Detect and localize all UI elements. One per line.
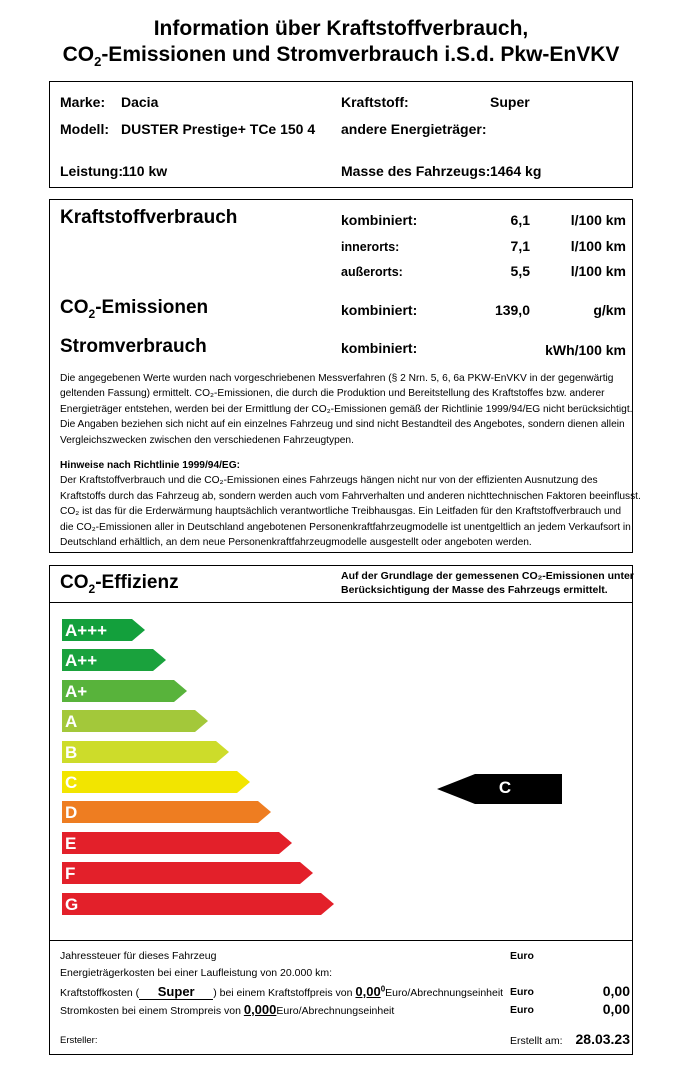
efficiency-class-label: B xyxy=(65,743,78,762)
efficiency-class-a xyxy=(62,710,208,732)
kraftstoffkosten-line xyxy=(60,984,503,1000)
info-line: geltenden Fassung) ermittelt. CO₂-Emissionen, die durch die Produktion und Bereitstellung des Kraftstoffes bzw. anderer xyxy=(60,388,605,400)
erstellt-value: 28.03.23 xyxy=(575,1031,630,1047)
kk-price: 0,00 xyxy=(355,984,381,999)
kraftstoff-cost-value: 0,00 xyxy=(602,983,630,999)
efficiency-bar-fill xyxy=(62,862,300,884)
info-line: Energieträger entstehen, werden bei der Ermittlung der CO₂-Emissionen gemäß der Richtlinie 1999/94/EG nicht berücksichtigt. xyxy=(60,403,633,415)
kraftstoff-value: Super xyxy=(490,94,530,110)
strom-unit: kWh/100 km xyxy=(545,342,626,358)
efficiency-class-appp xyxy=(62,619,145,641)
kk-sup: 0 xyxy=(380,984,386,994)
info-paragraph-1 xyxy=(60,371,632,448)
co2-title-pre: CO xyxy=(60,297,89,318)
eff-title-post: -Effizienz xyxy=(95,572,179,593)
co2-title-post: -Emissionen xyxy=(95,297,209,318)
masse-label: Masse des Fahrzeugs: xyxy=(341,163,491,179)
efficiency-bar-tip xyxy=(279,832,292,854)
efficiency-note-line: Berücksichtigung der Masse des Fahrzeugs ermittelt. xyxy=(341,584,608,596)
info-line: Die Angaben beziehen sich nicht auf ein einzelnes Fahrzeug und sind nicht Bestandteil des Angebotes, sondern dienen allein xyxy=(60,419,625,431)
eff-title-sub: 2 xyxy=(88,581,96,596)
co2-title-sub: 2 xyxy=(88,306,96,321)
info-line: Deutschland erhältlich, an dem neue Personenkraftfahrzeugmodelle ausgestellt oder angeboten werden. xyxy=(60,537,532,549)
efficiency-bar-fill xyxy=(62,832,279,854)
efficiency-bar-tip xyxy=(132,619,145,641)
efficiency-bar-tip xyxy=(195,710,208,732)
efficiency-class-b xyxy=(62,741,229,763)
ausserorts-value: 5,5 xyxy=(510,263,530,279)
efficiency-class-label: D xyxy=(65,803,78,822)
marke-value: Dacia xyxy=(121,94,159,110)
kraftstoffverbrauch-title: Kraftstoffverbrauch xyxy=(60,207,238,228)
info-line: CO₂ ist das für die Erderwärmung hauptsächlich verantwortliche Treibhausgas. Ein Leitfaden für den Kraftstoffverbrauch und xyxy=(60,506,621,518)
marke-label: Marke: xyxy=(60,94,106,110)
info-line: Die angegebenen Werte wurden nach vorgeschriebenen Messverfahren (§ 2 Nrn. 5, 6, 6a PKW-EnVKV in der gegenwärtig xyxy=(60,373,614,384)
efficiency-title xyxy=(60,572,179,596)
innerorts-unit: l/100 km xyxy=(570,238,626,254)
efficiency-class-label: A xyxy=(65,712,78,731)
efficiency-bar-fill xyxy=(62,801,258,823)
efficiency-class-label: E xyxy=(65,834,77,853)
kk-pre: Kraftstoffkosten ( xyxy=(60,987,140,999)
efficiency-class-label: A+ xyxy=(65,682,88,701)
page-title-line-2 xyxy=(0,42,682,75)
sk-price: 0,000 xyxy=(243,1002,277,1017)
ausserorts-unit: l/100 km xyxy=(570,263,626,279)
efficiency-divider xyxy=(49,602,633,603)
strom-cost-value: 0,00 xyxy=(602,1001,630,1017)
efficiency-note xyxy=(341,569,634,597)
title-rest: -Emissionen und Stromverbrauch i.S.d. Pkw-EnVKV xyxy=(101,43,620,66)
strom-euro: Euro xyxy=(510,1004,534,1016)
costs-divider xyxy=(49,940,633,941)
stromverbrauch-title: Stromverbrauch xyxy=(60,336,207,357)
efficiency-bar-tip xyxy=(237,771,250,793)
kk-mid: ) bei einem Kraftstoffpreis von xyxy=(213,987,353,999)
innerorts-value: 7,1 xyxy=(510,238,530,254)
erstellt-label: Erstellt am: xyxy=(510,1035,563,1047)
rating-arrow-tip xyxy=(437,774,475,804)
modell-value: DUSTER Prestige+ TCe 150 4 xyxy=(121,121,316,137)
info-line: die CO₂-Emissionen aller in Deutschland angebotenen Personenkraftfahrzeugmodelle ist unentgeltlich an jedem Verkaufsort in xyxy=(60,521,631,533)
efficiency-bar-tip xyxy=(321,893,334,915)
andere-label: andere Energieträger: xyxy=(341,121,487,137)
efficiency-bar-fill xyxy=(62,741,216,763)
kk-type: Super xyxy=(139,984,213,1000)
efficiency-bar-tip xyxy=(174,680,187,702)
sk-pre: Stromkosten bei einem Strompreis von xyxy=(60,1005,241,1017)
efficiency-class-label: C xyxy=(65,773,78,792)
efficiency-class-c xyxy=(62,771,250,793)
efficiency-class-f xyxy=(62,862,313,884)
efficiency-class-label: F xyxy=(65,864,76,883)
leistung-value: 110 kw xyxy=(122,163,168,179)
efficiency-bar-tip xyxy=(258,801,271,823)
kombiniert-label: kombiniert: xyxy=(341,212,418,228)
rating-arrow xyxy=(437,774,562,804)
efficiency-bar-tip xyxy=(153,649,166,671)
steuer-euro: Euro xyxy=(510,950,534,962)
efficiency-bar-tip xyxy=(216,741,229,763)
info-line: Vergleichszwecken zwischen den verschiedenen Fahrzeugtypen. xyxy=(60,434,354,446)
ersteller-label: Ersteller: xyxy=(60,1035,98,1046)
kombiniert-unit: l/100 km xyxy=(570,212,626,228)
title-co: CO xyxy=(62,43,95,66)
co2-unit: g/km xyxy=(593,302,626,318)
kraftstoff-label: Kraftstoff: xyxy=(341,94,409,110)
info-line: Kraftstoffs durch das Fahrzeug ab, sondern werden auch vom Fahrverhalten und anderen nichttechnischen Faktoren beeinflusst. xyxy=(60,490,641,502)
efficiency-bar-tip xyxy=(300,862,313,884)
steuer-label: Jahressteuer für dieses Fahrzeug xyxy=(60,950,217,962)
kombiniert-value: 6,1 xyxy=(510,212,530,228)
efficiency-note-line: Auf der Grundlage der gemessenen CO₂-Emissionen unter xyxy=(341,570,634,582)
co2-kombiniert-label: kombiniert: xyxy=(341,302,418,318)
energie-label: Energieträgerkosten bei einer Laufleistung von 20.000 km: xyxy=(60,967,333,979)
info-hint-title: Hinweise nach Richtlinie 1999/94/EG: xyxy=(60,460,241,471)
efficiency-class-g xyxy=(62,893,334,915)
kk-post: Euro/Abrechnungseinheit xyxy=(385,987,504,999)
efficiency-bar-fill xyxy=(62,771,237,793)
efficiency-class-label: A+++ xyxy=(65,621,108,640)
efficiency-bar-fill xyxy=(62,893,321,915)
info-line: Der Kraftstoffverbrauch und die CO₂-Emissionen eines Fahrzeugs hängen nicht nur von der effizienten Ausnutzung des xyxy=(60,475,598,487)
efficiency-class-e xyxy=(62,832,292,854)
kraftstoff-euro: Euro xyxy=(510,986,534,998)
innerorts-label: innerorts: xyxy=(341,240,400,254)
sk-post: Euro/Abrechnungseinheit xyxy=(276,1005,395,1017)
page-title-line-1: Information über Kraftstoffverbrauch, xyxy=(153,17,529,40)
masse-value: 1464 kg xyxy=(490,163,542,179)
strom-kombiniert-label: kombiniert: xyxy=(341,340,418,356)
eff-title-pre: CO xyxy=(60,572,89,593)
efficiency-bar-fill xyxy=(62,710,195,732)
stromkosten-line xyxy=(60,1002,394,1017)
title-sub: 2 xyxy=(94,54,102,70)
co2-value: 139,0 xyxy=(494,302,530,318)
info-paragraph-2 xyxy=(60,458,641,550)
leistung-label: Leistung: xyxy=(60,163,123,179)
efficiency-class-d xyxy=(62,801,271,823)
rating-value: C xyxy=(498,778,512,797)
modell-label: Modell: xyxy=(60,121,109,137)
efficiency-class-ap xyxy=(62,680,187,702)
efficiency-class-label: G xyxy=(65,895,79,914)
co2-emissionen-title xyxy=(60,297,208,321)
efficiency-class-app xyxy=(62,649,166,671)
ausserorts-label: außerorts: xyxy=(341,265,403,279)
efficiency-class-label: A++ xyxy=(65,651,98,670)
